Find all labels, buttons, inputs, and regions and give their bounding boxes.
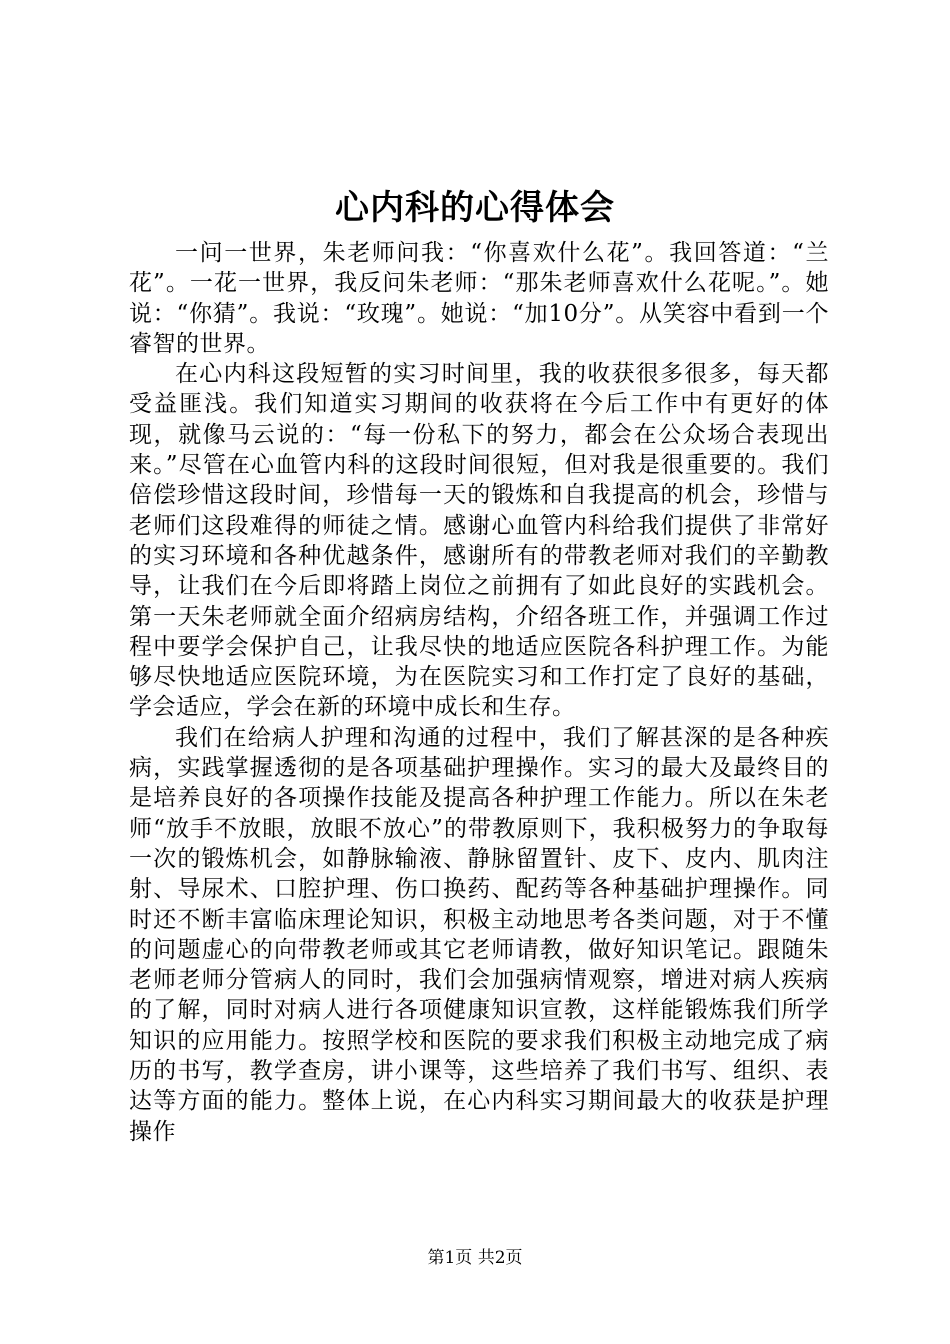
paragraph-1: 一问一世界，朱老师问我：“你喜欢什么花”。我回答道：“兰花”。一花一世界，我反问朱老师：“那朱老师喜欢什么花呢。”。她说：“你猜”。我说：“玫瑰”。她说：“加10分”。从笑容中看到一个睿智的世界。 (129, 240, 829, 357)
paragraph-3: 我们在给病人护理和沟通的过程中，我们了解甚深的是各种疾病，实践掌握透彻的是各项基础护理操作。实习的最大及最终目的是培养良好的各项操作技能及提高各种护理工作能力。所以在朱老师“放手不放眼，放眼不放心”的带教原则下，我积极努力的争取每一次的锻炼机会，如静脉输液、静脉留置针、皮下、皮内、肌肉注射、导尿术、口腔护理、伤口换药、配药等各种基础护理操作。同时还不断丰富临床理论知识，积极主动地思考各类问题，对于不懂的问题虚心的向带教老师或其它老师请教，做好知识笔记。跟随朱老师老师分管病人的同时，我们会加强病情观察，增进对病人疾病的了解，同时对病人进行各项健康知识宣教，这样能锻炼我们所学知识的应用能力。按照学校和医院的要求我们积极主动地完成了病历的书写，教学查房，讲小课等，这些培养了我们书写、组织、表达等方面的能力。整体上说，在心内科实习期间最大的收获是护理操作 (129, 724, 829, 1145)
page-footer: 第1页 共2页 (427, 1248, 523, 1268)
paragraph-2: 在心内科这段短暂的实习时间里，我的收获很多很多，每天都受益匪浅。我们知道实习期间的收获将在今后工作中有更好的体现，就像马云说的：“每一份私下的努力，都会在公众场合表现出来。”尽管在心血管内科的这段时间很短，但对我是很重要的。我们倍偿珍惜这段时间，珍惜每一天的锻炼和自我提高的机会，珍惜与老师们这段难得的师徒之情。感谢心血管内科给我们提供了非常好的实习环境和各种优越条件，感谢所有的带教老师对我们的辛勤教导，让我们在今后即将踏上岗位之前拥有了如此良好的实践机会。第一天朱老师就全面介绍病房结构，介绍各班工作，并强调工作过程中要学会保护自己，让我尽快的地适应医院各科护理工作。为能够尽快地适应医院环境，为在医院实习和工作打定了良好的基础，学会适应，学会在新的环境中成长和生存。 (129, 361, 829, 721)
document-title: 心内科的心得体会 (335, 188, 615, 228)
document-body (129, 238, 829, 1147)
